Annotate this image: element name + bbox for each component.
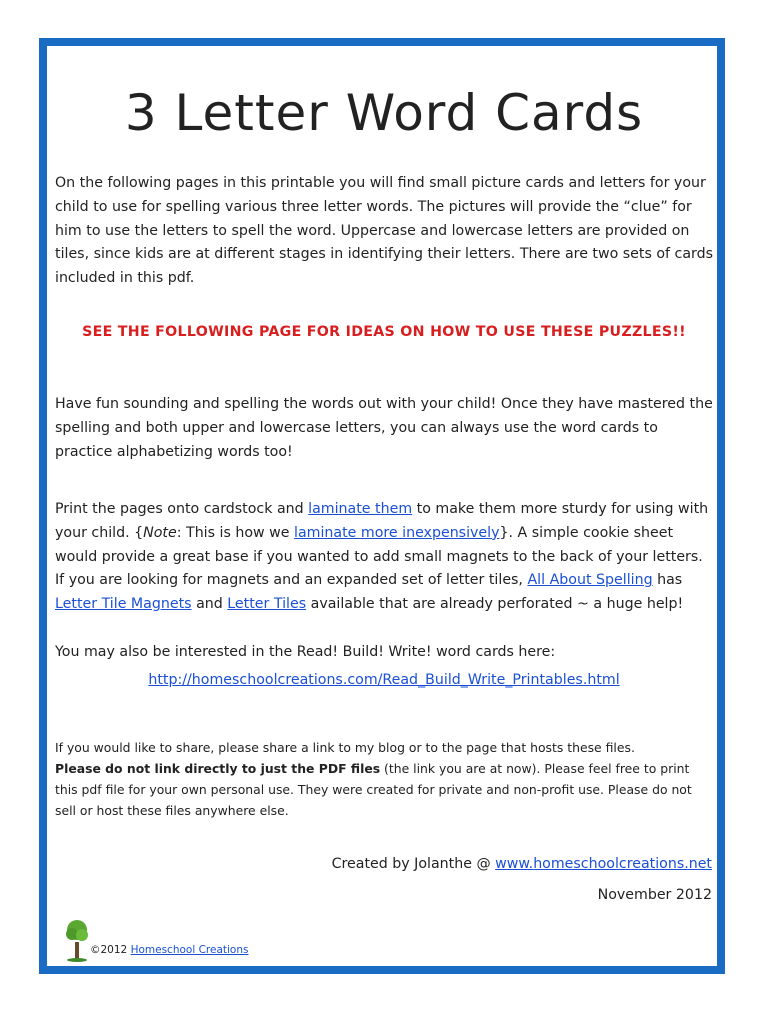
- letter-tile-magnets-link[interactable]: Letter Tile Magnets: [55, 596, 192, 613]
- page-title: 3 Letter Word Cards: [124, 84, 644, 142]
- created-by-text: Created by Jolanthe @: [331, 856, 496, 872]
- print-text-2: to make them more sturdy for using with your child. {: [55, 501, 709, 541]
- print-text-7: available that are already perforated ~ a huge help!: [306, 596, 684, 613]
- date-text: November 2012: [597, 887, 712, 903]
- laminate-inexpensive-link[interactable]: laminate more inexpensively: [294, 524, 500, 541]
- also-paragraph: You may also be interested in the Read! Build! Write! word cards here:: [55, 644, 556, 660]
- all-about-spelling-link[interactable]: All About Spelling: [527, 572, 653, 589]
- print-text-4: }. A simple cookie sheet would provide a great base if you wanted to add small magnets to the back of your letters. If you are looking for magnets and an expanded set of letter tiles,: [55, 524, 703, 589]
- fun-paragraph: Have fun sounding and spelling the words out with your child! Once they have mastered the spelling and both upper and lowercase letters, you can always use the word cards to practice alphabetizing words too!: [55, 396, 713, 460]
- copyright-text: ©2012: [90, 944, 131, 956]
- notice-text: SEE THE FOLLOWING PAGE FOR IDEAS ON HOW TO USE THESE PUZZLES!!: [82, 324, 686, 340]
- laminate-link[interactable]: laminate them: [308, 501, 413, 517]
- share-line-1: If you would like to share, please share a link to my blog or to the page that hosts these files.: [55, 740, 635, 755]
- homeschool-creations-link[interactable]: Homeschool Creations: [130, 944, 249, 956]
- note-label: Note: [143, 524, 177, 541]
- site-link[interactable]: www.homeschoolcreations.net: [495, 856, 712, 872]
- print-paragraph: [55, 498, 715, 617]
- intro-paragraph: On the following pages in this printable you will find small picture cards and letters for your child to use for spelling various three letter words. The pictures will provide the “clue” for him to use the letters to spell the word. Uppercase and lowercase letters are provided on tiles, since kids are at different stages in identifying their letters. There are two sets of cards included in this pdf.: [55, 175, 714, 287]
- rbw-link-line: [0, 672, 768, 688]
- created-by-line: [332, 856, 712, 872]
- footer: [64, 918, 248, 962]
- share-paragraph: [55, 737, 715, 821]
- read-build-write-link[interactable]: http://homeschoolcreations.com/Read_Build_Write_Printables.html: [148, 672, 620, 688]
- print-text-1: Print the pages onto cardstock and: [55, 501, 309, 517]
- share-bold: Please do not link directly to just the PDF files: [55, 761, 381, 776]
- share-rest: (the link you are at now). Please feel free to print this pdf file for your own personal use. They were created for private and non-profit use. Please do not sell or host these files anywhere else.: [55, 761, 692, 818]
- print-text-5: has: [652, 572, 683, 589]
- letter-tiles-link[interactable]: Letter Tiles: [227, 596, 307, 613]
- tree-logo-icon: [64, 918, 90, 962]
- print-text-3: : This is how we: [176, 524, 294, 541]
- print-text-6: and: [191, 596, 228, 613]
